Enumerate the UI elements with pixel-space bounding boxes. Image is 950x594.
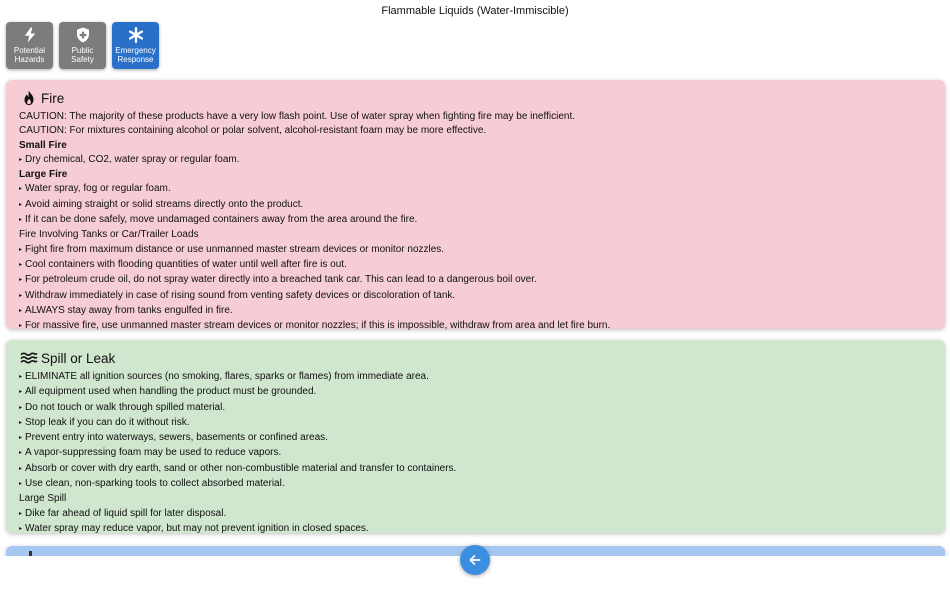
bullet-marker: ▸	[19, 201, 23, 208]
fire-heading: Fire	[41, 90, 65, 106]
waves-icon	[19, 349, 39, 367]
flame-icon	[19, 89, 39, 107]
fire-text-line	[19, 228, 932, 242]
line-text: Small Fire	[19, 139, 67, 151]
bullet-marker: ▸	[19, 525, 23, 532]
line-text: CAUTION: For mixtures containing alcohol or polar solvent, alcohol-resistant foam may be more effective.	[19, 125, 487, 137]
line-text: For massive fire, use unmanned master stream devices or monitor nozzles; if this is impossible, withdraw from area and let fire burn.	[25, 320, 611, 332]
spill-bullet-item	[19, 462, 932, 477]
line-text: A vapor-suppressing foam may be used to reduce vapors.	[25, 447, 282, 459]
line-text: For petroleum crude oil, do not spray water directly into a breached tank car. This can lead to a dangerous boil over.	[25, 274, 537, 286]
tab-label-line1: Potential	[13, 46, 46, 55]
bullet-marker: ▸	[19, 481, 23, 488]
tab-label-line2: Response	[117, 54, 154, 64]
spill-heading: Spill or Leak	[41, 350, 116, 366]
line-text: Withdraw immediately in case of rising sound from venting safety devices or discoloration of tank.	[25, 289, 456, 301]
fire-subheading	[19, 139, 932, 153]
bullet-marker: ▸	[19, 246, 23, 253]
line-text: Large Spill	[19, 493, 67, 505]
fire-text-line	[19, 124, 932, 138]
spill-bullet-item	[19, 370, 932, 385]
category-tabs	[6, 22, 159, 69]
spill-bullet-item	[19, 416, 932, 431]
fire-section	[6, 80, 945, 332]
bullet-marker: ▸	[19, 465, 23, 472]
line-text: Do not touch or walk through spilled material.	[25, 401, 226, 413]
spill-bullet-item	[19, 446, 932, 461]
fire-bullet-item	[19, 289, 932, 304]
line-text: Fire Involving Tanks or Car/Trailer Loads	[19, 229, 199, 241]
lightning-icon	[21, 26, 39, 44]
fire-bullet-item	[19, 273, 932, 288]
asterisk-icon	[127, 26, 145, 44]
line-text: CAUTION: The majority of these products have a very low flash point. Use of water spray when fighting fire may be inefficient.	[19, 111, 575, 122]
spill-text-line	[19, 492, 932, 506]
line-text: ALWAYS stay away from tanks engulfed in fire.	[25, 304, 233, 316]
shield-plus-icon	[74, 26, 92, 44]
fire-bullet-item	[19, 243, 932, 258]
spill-section	[6, 340, 945, 533]
line-text: Stop leak if you can do it without risk.	[25, 416, 190, 428]
bullet-marker: ▸	[19, 307, 23, 314]
tab-potential-hazards[interactable]	[6, 22, 53, 69]
spill-bullet-item	[19, 401, 932, 416]
line-text: Absorb or cover with dry earth, sand or other non-combustible material and transfer to containers.	[25, 462, 457, 474]
fire-text-line	[19, 110, 932, 124]
bullet-marker: ▸	[19, 261, 23, 268]
spill-bullet-item	[19, 507, 932, 522]
line-text: Dike far ahead of liquid spill for later disposal.	[25, 507, 227, 519]
bullet-marker: ▸	[19, 389, 23, 396]
spill-bullet-item	[19, 431, 932, 446]
bullet-marker: ▸	[19, 435, 23, 442]
line-text: ELIMINATE all ignition sources (no smoking, flares, sparks or flames) from immediate area.	[25, 371, 429, 382]
line-text: Fight fire from maximum distance or use unmanned master stream devices or monitor nozzles.	[25, 243, 445, 255]
spill-guidance-list	[19, 370, 932, 537]
fire-bullet-item	[19, 153, 932, 168]
tab-label-line2: Hazards	[14, 54, 45, 64]
fire-section-header	[19, 88, 932, 108]
bullet-marker: ▸	[19, 156, 23, 163]
spill-bullet-item	[19, 522, 932, 537]
line-text: Dry chemical, CO2, water spray or regular foam.	[25, 153, 240, 165]
spill-bullet-item	[19, 385, 932, 400]
tab-label-line1: Emergency	[115, 46, 156, 55]
tab-label-line1: Public	[71, 46, 94, 55]
line-text: Water spray, fog or regular foam.	[25, 183, 171, 195]
bullet-marker: ▸	[19, 419, 23, 426]
bullet-marker: ▸	[19, 217, 23, 224]
back-button[interactable]	[460, 545, 490, 575]
line-text: Use clean, non-sparking tools to collect absorbed material.	[25, 478, 285, 490]
bullet-marker: ▸	[19, 323, 23, 330]
fire-guidance-list	[19, 110, 932, 334]
fire-subheading	[19, 168, 932, 182]
spill-section-header	[19, 348, 932, 368]
bullet-marker: ▸	[19, 277, 23, 284]
line-text: Large Fire	[19, 169, 68, 181]
line-text: If it can be done safely, move undamaged containers away from the area around the fire.	[25, 214, 418, 226]
spill-bullet-item	[19, 477, 932, 492]
fire-bullet-item	[19, 182, 932, 197]
bullet-marker: ▸	[19, 404, 23, 411]
line-text: Water spray may reduce vapor, but may not prevent ignition in closed spaces.	[25, 522, 369, 534]
tab-emergency-response[interactable]	[112, 22, 159, 69]
tab-public-safety[interactable]	[59, 22, 106, 69]
tab-label-line2: Safety	[71, 54, 94, 64]
fire-bullet-item	[19, 213, 932, 228]
bullet-marker: ▸	[19, 186, 23, 193]
fire-bullet-item	[19, 319, 932, 334]
line-text: Avoid aiming straight or solid streams directly onto the product.	[25, 198, 304, 210]
fire-bullet-item	[19, 304, 932, 319]
line-text: Prevent entry into waterways, sewers, basements or confined areas.	[25, 432, 328, 444]
fire-bullet-item	[19, 258, 932, 273]
bullet-marker: ▸	[19, 292, 23, 299]
bullet-marker: ▸	[19, 374, 23, 380]
page-title: Flammable Liquids (Water-Immiscible)	[381, 5, 569, 17]
fire-bullet-item	[19, 198, 932, 213]
line-text: All equipment used when handling the product must be grounded.	[25, 386, 317, 398]
bullet-marker: ▸	[19, 510, 23, 517]
arrow-left-icon	[468, 553, 482, 567]
bullet-marker: ▸	[19, 450, 23, 457]
line-text: Cool containers with flooding quantities of water until well after fire is out.	[25, 258, 347, 270]
